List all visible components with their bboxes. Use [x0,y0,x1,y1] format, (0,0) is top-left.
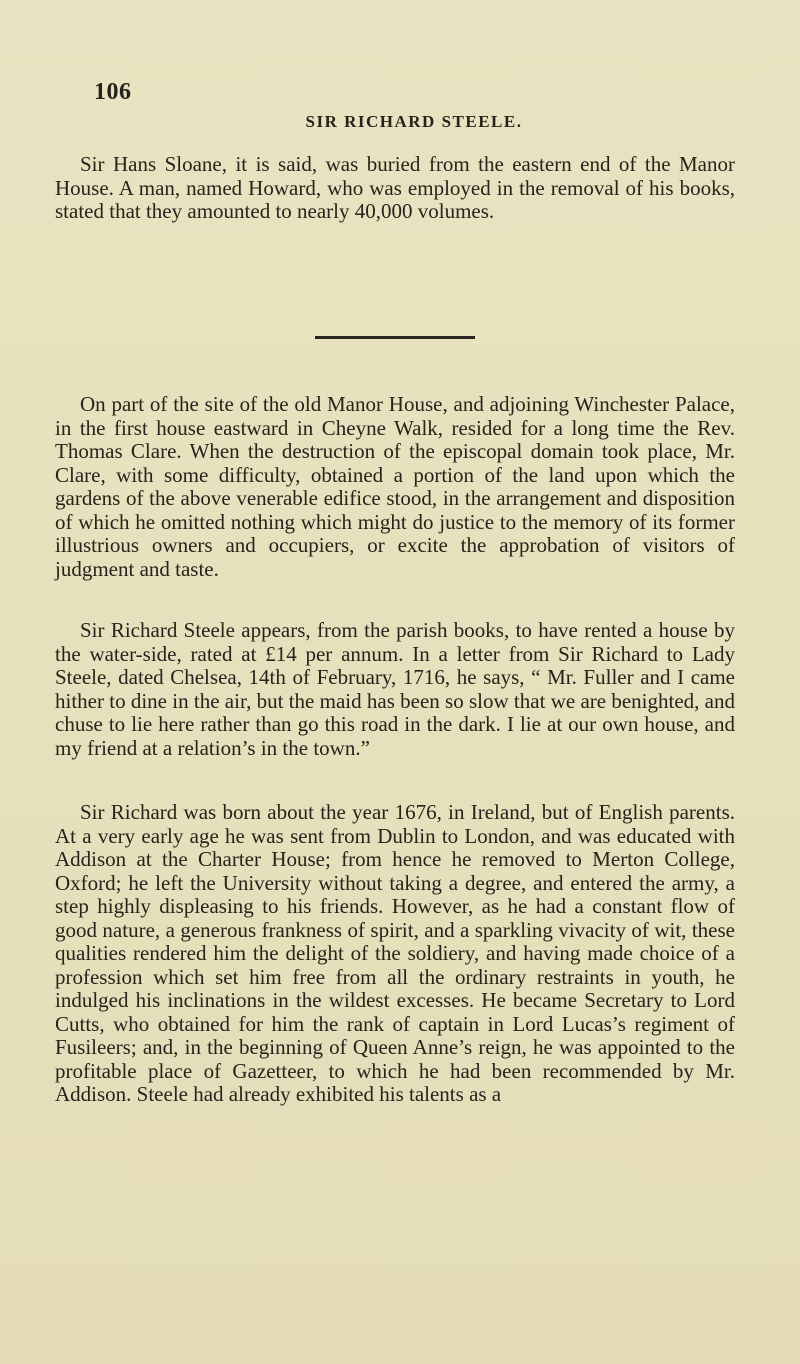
paragraph-steele-biography: Sir Richard was born about the year 1676, in Ireland, but of English parents. At a very early age he was sent from Dublin to London, and was educated with Addison at the Charter House; from hence he removed to Merton College, Oxford; he left the University without taking a degree, and entered the army, a step highly displeasing to his friends. However, as he had a constant flow of good nature, a generous frankness of spirit, and a sparkling vivacity of wit, these qualities rendered him the delight of the soldiery, and having made choice of a profession which set him free from all the ordinary restraints in youth, he indulged his inclinations in the wildest excesses. He became Secretary to Lord Cutts, who obtained for him the rank of captain in Lord Lucas’s regiment of Fusileers; and, in the beginning of Queen Anne’s reign, he was appointed to the profitable place of Gazetteer, to which he had been recommended by Mr. Addison. Steele had already exhibited his talents as a [55,800,735,1106]
paragraph-steele-house: Sir Richard Steele appears, from the parish books, to have rented a house by the water-side, rated at £14 per annum. In a letter from Sir Richard to Lady Steele, dated Chelsea, 14th of February, 1716, he says, “ Mr. Fuller and I came hither to dine in the air, but the maid has been so slow that we are benighted, and chuse to lie here rather than go this road in the dark. I lie at our own house, and my friend at a relation’s in the town.” [55,618,735,760]
paragraph-manor-house-site: On part of the site of the old Manor House, and adjoining Winchester Palace, in the first house eastward in Cheyne Walk, resided for a long time the Rev. Thomas Clare. When the destruction of the episcopal domain took place, Mr. Clare, with some difficulty, obtained a portion of the land upon which the gardens of the above venerable edifice stood, in the arrangement and disposition of which he omitted nothing which might do justice to the memory of its former illustrious owners and occupiers, or excite the approbation of visitors of judgment and taste. [55,392,735,581]
paragraph-sloane-burial: Sir Hans Sloane, it is said, was buried from the eastern end of the Manor House. A man, named Howard, who was employed in the removal of his books, stated that they amounted to nearly 40,000 volumes. [55,152,735,223]
section-divider [315,336,475,339]
page-number: 106 [94,79,132,105]
running-title: SIR RICHARD STEELE. [305,112,523,131]
running-head [94,79,734,132]
